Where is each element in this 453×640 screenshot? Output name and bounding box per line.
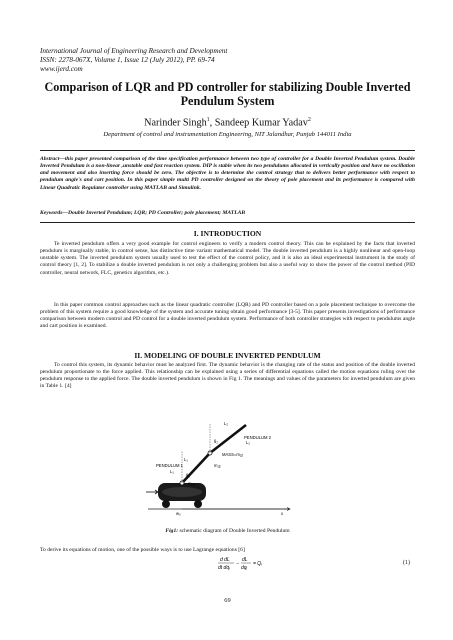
label-l2: L₂ — [224, 421, 228, 426]
author-separator: , — [209, 117, 215, 129]
author-1: Narinder Singh — [144, 117, 207, 129]
journal-issn: ISSN: 2278-067X, Volume 1, Issue 12 (July 2012), PP. 69-74 — [40, 56, 215, 65]
section-1-paragraph-2: In this paper common control approaches such as the linear quadratic controller (LQR) and PD controller based on a pole placement technique to overcome the problem of this system require a good knowledge of the system and accurate tuning obtain good performance [3-5]. This paper presents investigations of performance comparison between modern control and PD control for a double inverted pendulum system. Performance of both controller strategies with respect to pendulums angle and cart position is examined. — [40, 302, 415, 330]
section-1-heading: I. INTRODUCTION — [193, 229, 262, 238]
abstract-top-rule — [40, 150, 415, 151]
affiliation: Department of control and instrumentation Engineering, NIT Jalandhar, Punjab 144011 India — [103, 131, 352, 138]
label-theta1: θ₁ — [186, 473, 190, 478]
eq-num-1: d dL — [220, 557, 230, 563]
keywords-bottom-rule — [40, 222, 415, 223]
label-pendulum-2: PENDULUM 2 — [244, 435, 271, 440]
label-m0: m₀ᵦ — [188, 481, 195, 486]
label-l2b: L₂ — [246, 440, 250, 445]
label-x: x — [281, 511, 284, 516]
eq-rhs: = Qᵢ — [253, 561, 262, 567]
section-1-paragraph-1: Te inverted pendulum offers a very good example for control engineers to verify a modern control theory. This can be explained by the facts that inverted pendulum is marginally stable, in control sense, has distinctive time variant mathematical model. The double inverted pendulum is a highly nonlinear and open-loop unstable system. The inverted pendulum system usually used to test the effect of the control policy, and it is also an ideal experimental instrument in the study of control theory [1, 2]. To stabilize a double inverted pendulum is not only a challenging problem but also a useful way to show the power of the control method (PID controller, neural network, FLC, genetics algorithm, etc.). — [40, 241, 415, 276]
figure-caption — [40, 528, 415, 534]
author-2-affil-mark: 2 — [307, 117, 311, 123]
eq-den-2: dqᵢ — [241, 565, 248, 571]
section-2-heading: II. MODELING OF DOUBLE INVERTED PENDULUM — [134, 351, 321, 360]
eq-num-2: dL — [242, 557, 248, 563]
label-l1b: L₁ — [170, 469, 174, 474]
double-pendulum-figure — [140, 417, 300, 517]
equation-number: (1) — [403, 560, 410, 566]
label-theta2: θ₂ — [214, 439, 218, 444]
figure-caption-label: Fig1: — [165, 528, 179, 534]
cart-wheel-left — [162, 500, 170, 508]
author-1-affil-mark: 1 — [206, 117, 210, 123]
paper-title: Comparison of LQR and PD controller for stabilizing Double Inverted Pendulum System — [44, 80, 411, 109]
equation-intro: To derive its equations of motion, one of the possible ways is to use Lagrange equations [6] — [40, 547, 245, 553]
label-pendulum-1: PENDULUM 1 — [156, 463, 183, 468]
abstract: Abstract—this paper presented comparison of the time specification performance between two type of controller for a Double Inverted Pendulum system. Double Inverted Pendulum is a non-linear ,unstable and fast reaction system. DIP is stable when its two pendulums allocated in vertically position and have no oscillation and movement and also inserting force should be zero. The objective is to determine the control strategy that to delivers better performance with respect to pendulum angle's and cart position. In this paper simple multi PD controller designed on the theory of pole placement and its performance is compared with Linear Quadratic Regulator controller using MATLAB and Simulink. — [40, 156, 415, 191]
page-number: 69 — [224, 597, 231, 604]
section-2-paragraph-1: To control this system, its dynamic behavior must be analyzed first. The dynamic behavior is the changing rate of the status and position of the double inverted pendulum proportionate to the force applied. This relationship can be explained using a series of differential equations called the motion equations ruling over the pendulum response to the applied force. The double inverted pendulum is shown in Fig 1. The meanings and values of the parameters for inverted pendulum are given in Table 1. [4] — [40, 362, 415, 390]
journal-name: International Journal of Engineering Research and Development — [40, 47, 228, 55]
author-2: Sandeep Kumar Yadav — [214, 117, 308, 129]
author-line — [40, 117, 415, 128]
figure-caption-text: schematic diagram of Double Inverted Pendulum — [178, 528, 290, 534]
label-mass: MASS=m₂ᵦ — [222, 452, 244, 457]
keywords: Keywords—Double Inverted Pendulum; LQR; PD Controller; pole placement; MATLAB — [40, 210, 246, 216]
lagrange-equation — [218, 553, 278, 575]
cart-highlight — [162, 487, 202, 497]
journal-url[interactable]: www.ijerd.com — [40, 65, 83, 74]
label-w0: w₀ — [176, 511, 181, 516]
eq-den-1: dt dq̇ᵢ — [218, 565, 230, 571]
label-m1: m₁ᵦ — [214, 463, 221, 468]
eq-minus: − — [236, 561, 239, 567]
label-l1: L₁ — [184, 457, 188, 462]
cart-wheel-right — [194, 500, 202, 508]
journal-header — [40, 47, 227, 75]
